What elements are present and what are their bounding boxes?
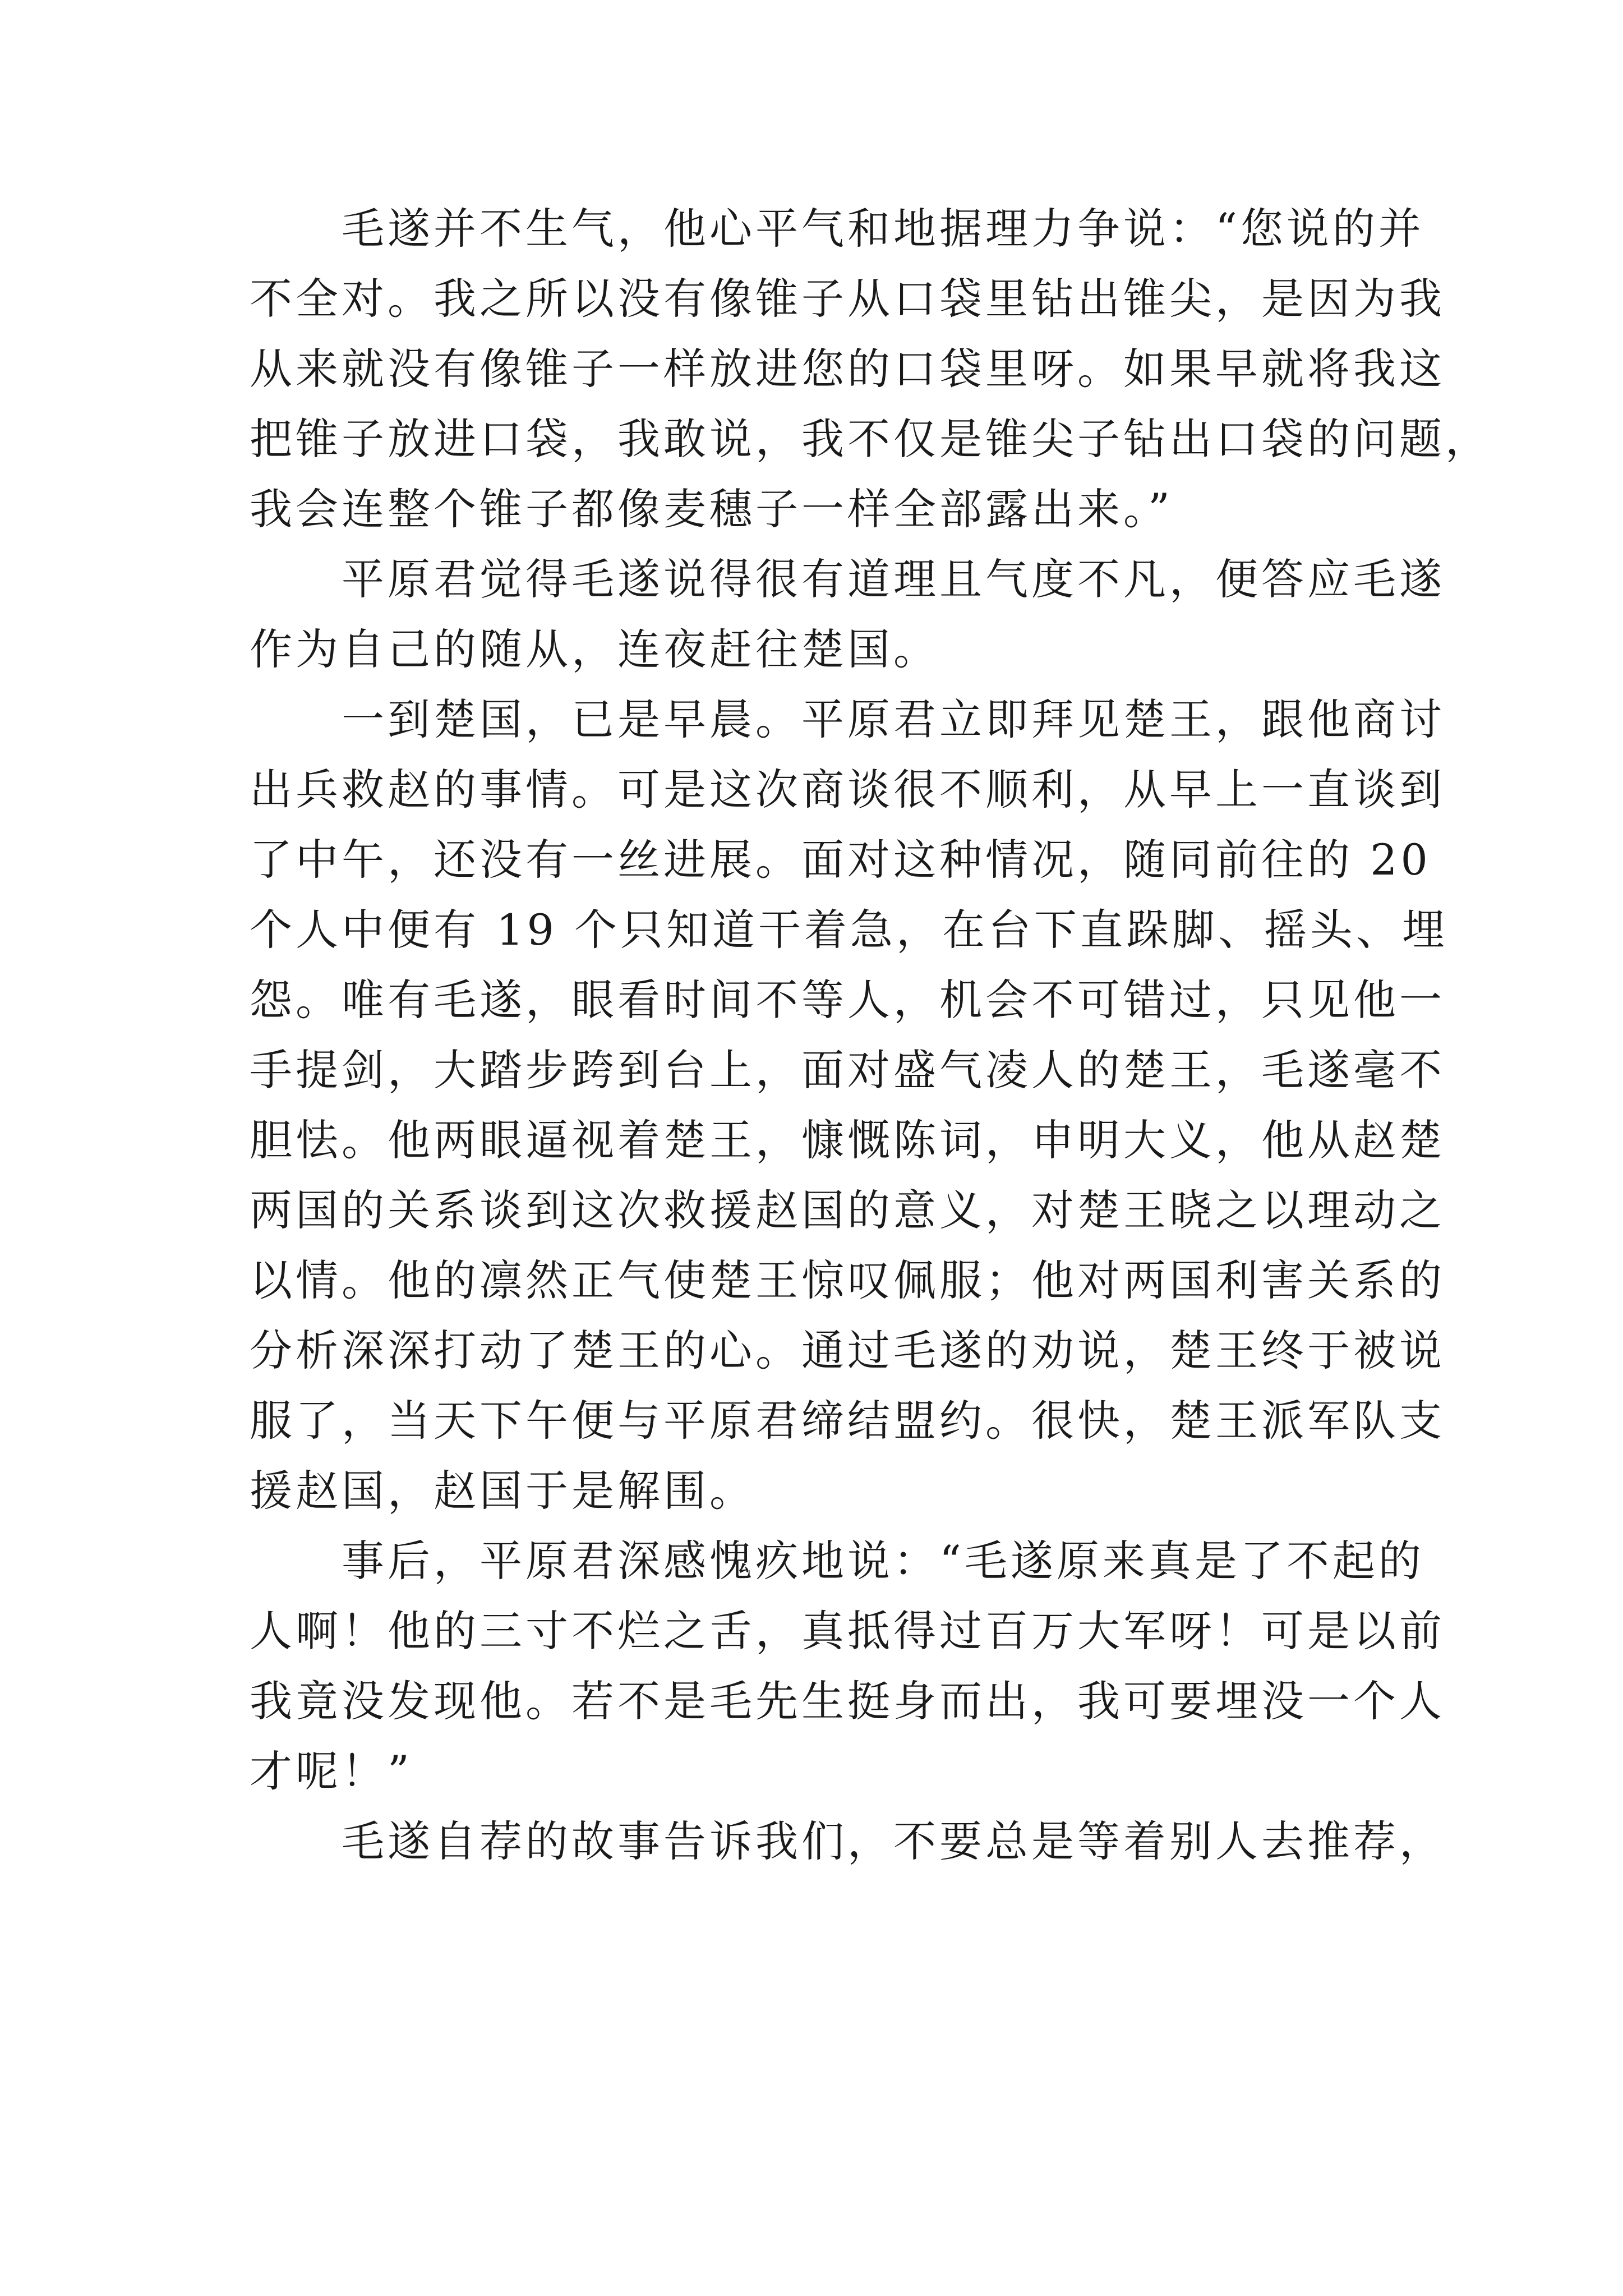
paragraph-line: 毛遂并不生气，他心平气和地据理力争说：“您说的并 [342, 204, 1424, 254]
paragraph-line: 手提剑，大踏步跨到台上，面对盛气凌人的楚王，毛遂毫不 [250, 1045, 1445, 1095]
paragraph-line: 了中午，还没有一丝进展。面对这种情况，随同前往的 20 [250, 835, 1431, 885]
paragraph-line: 出兵救赵的事情。可是这次商谈很不顺利，从早上一直谈到 [250, 765, 1445, 815]
paragraph-line: 我竟没发现他。若不是毛先生挺身而出，我可要埋没一个人 [250, 1676, 1445, 1726]
paragraph-line: 个人中便有 19 个只知道干着急，在台下直跺脚、摇头、埋 [250, 905, 1449, 955]
paragraph-line: 两国的关系谈到这次救援赵国的意义，对楚王晓之以理动之 [250, 1185, 1445, 1235]
paragraph-line: 毛遂自荐的故事告诉我们，不要总是等着别人去推荐， [342, 1816, 1445, 1866]
paragraph-line: 分析深深打动了楚王的心。通过毛遂的劝说，楚王终于被说 [250, 1326, 1445, 1375]
paragraph-line: 人啊！他的三寸不烂之舌，真抵得过百万大军呀！可是以前 [250, 1606, 1445, 1656]
paragraph-line: 事后，平原君深感愧疚地说：“毛遂原来真是了不起的 [342, 1536, 1424, 1586]
paragraph-line: 援赵国，赵国于是解围。 [250, 1466, 755, 1516]
paragraph-line: 我会连整个锥子都像麦穗子一样全部露出来。” [250, 484, 1173, 534]
paragraph-line: 服了，当天下午便与平原君缔结盟约。很快，楚王派军队支 [250, 1396, 1445, 1446]
document-body [250, 194, 1491, 1876]
paragraph-line: 怨。唯有毛遂，眼看时间不等人，机会不可错过，只见他一 [250, 975, 1445, 1025]
paragraph-line: 平原君觉得毛遂说得很有道理且气度不凡，便答应毛遂 [342, 554, 1445, 604]
paragraph-line: 作为自己的随从，连夜赶往楚国。 [250, 624, 939, 674]
paragraph-line: 不全对。我之所以没有像锥子从口袋里钻出锥尖，是因为我 [250, 274, 1445, 324]
paragraph-line: 胆怯。他两眼逼视着楚王，慷慨陈词，申明大义，他从赵楚 [250, 1115, 1445, 1165]
paragraph-line: 一到楚国，已是早晨。平原君立即拜见楚王，跟他商讨 [342, 694, 1445, 744]
paragraph-line: 把锥子放进口袋，我敢说，我不仅是锥尖子钻出口袋的问题， [250, 414, 1491, 464]
paragraph-line: 从来就没有像锥子一样放进您的口袋里呀。如果早就将我这 [250, 344, 1445, 394]
paragraph-line: 才呢！” [250, 1746, 413, 1796]
paragraph-line: 以情。他的凛然正气使楚王惊叹佩服；他对两国利害关系的 [250, 1255, 1445, 1305]
